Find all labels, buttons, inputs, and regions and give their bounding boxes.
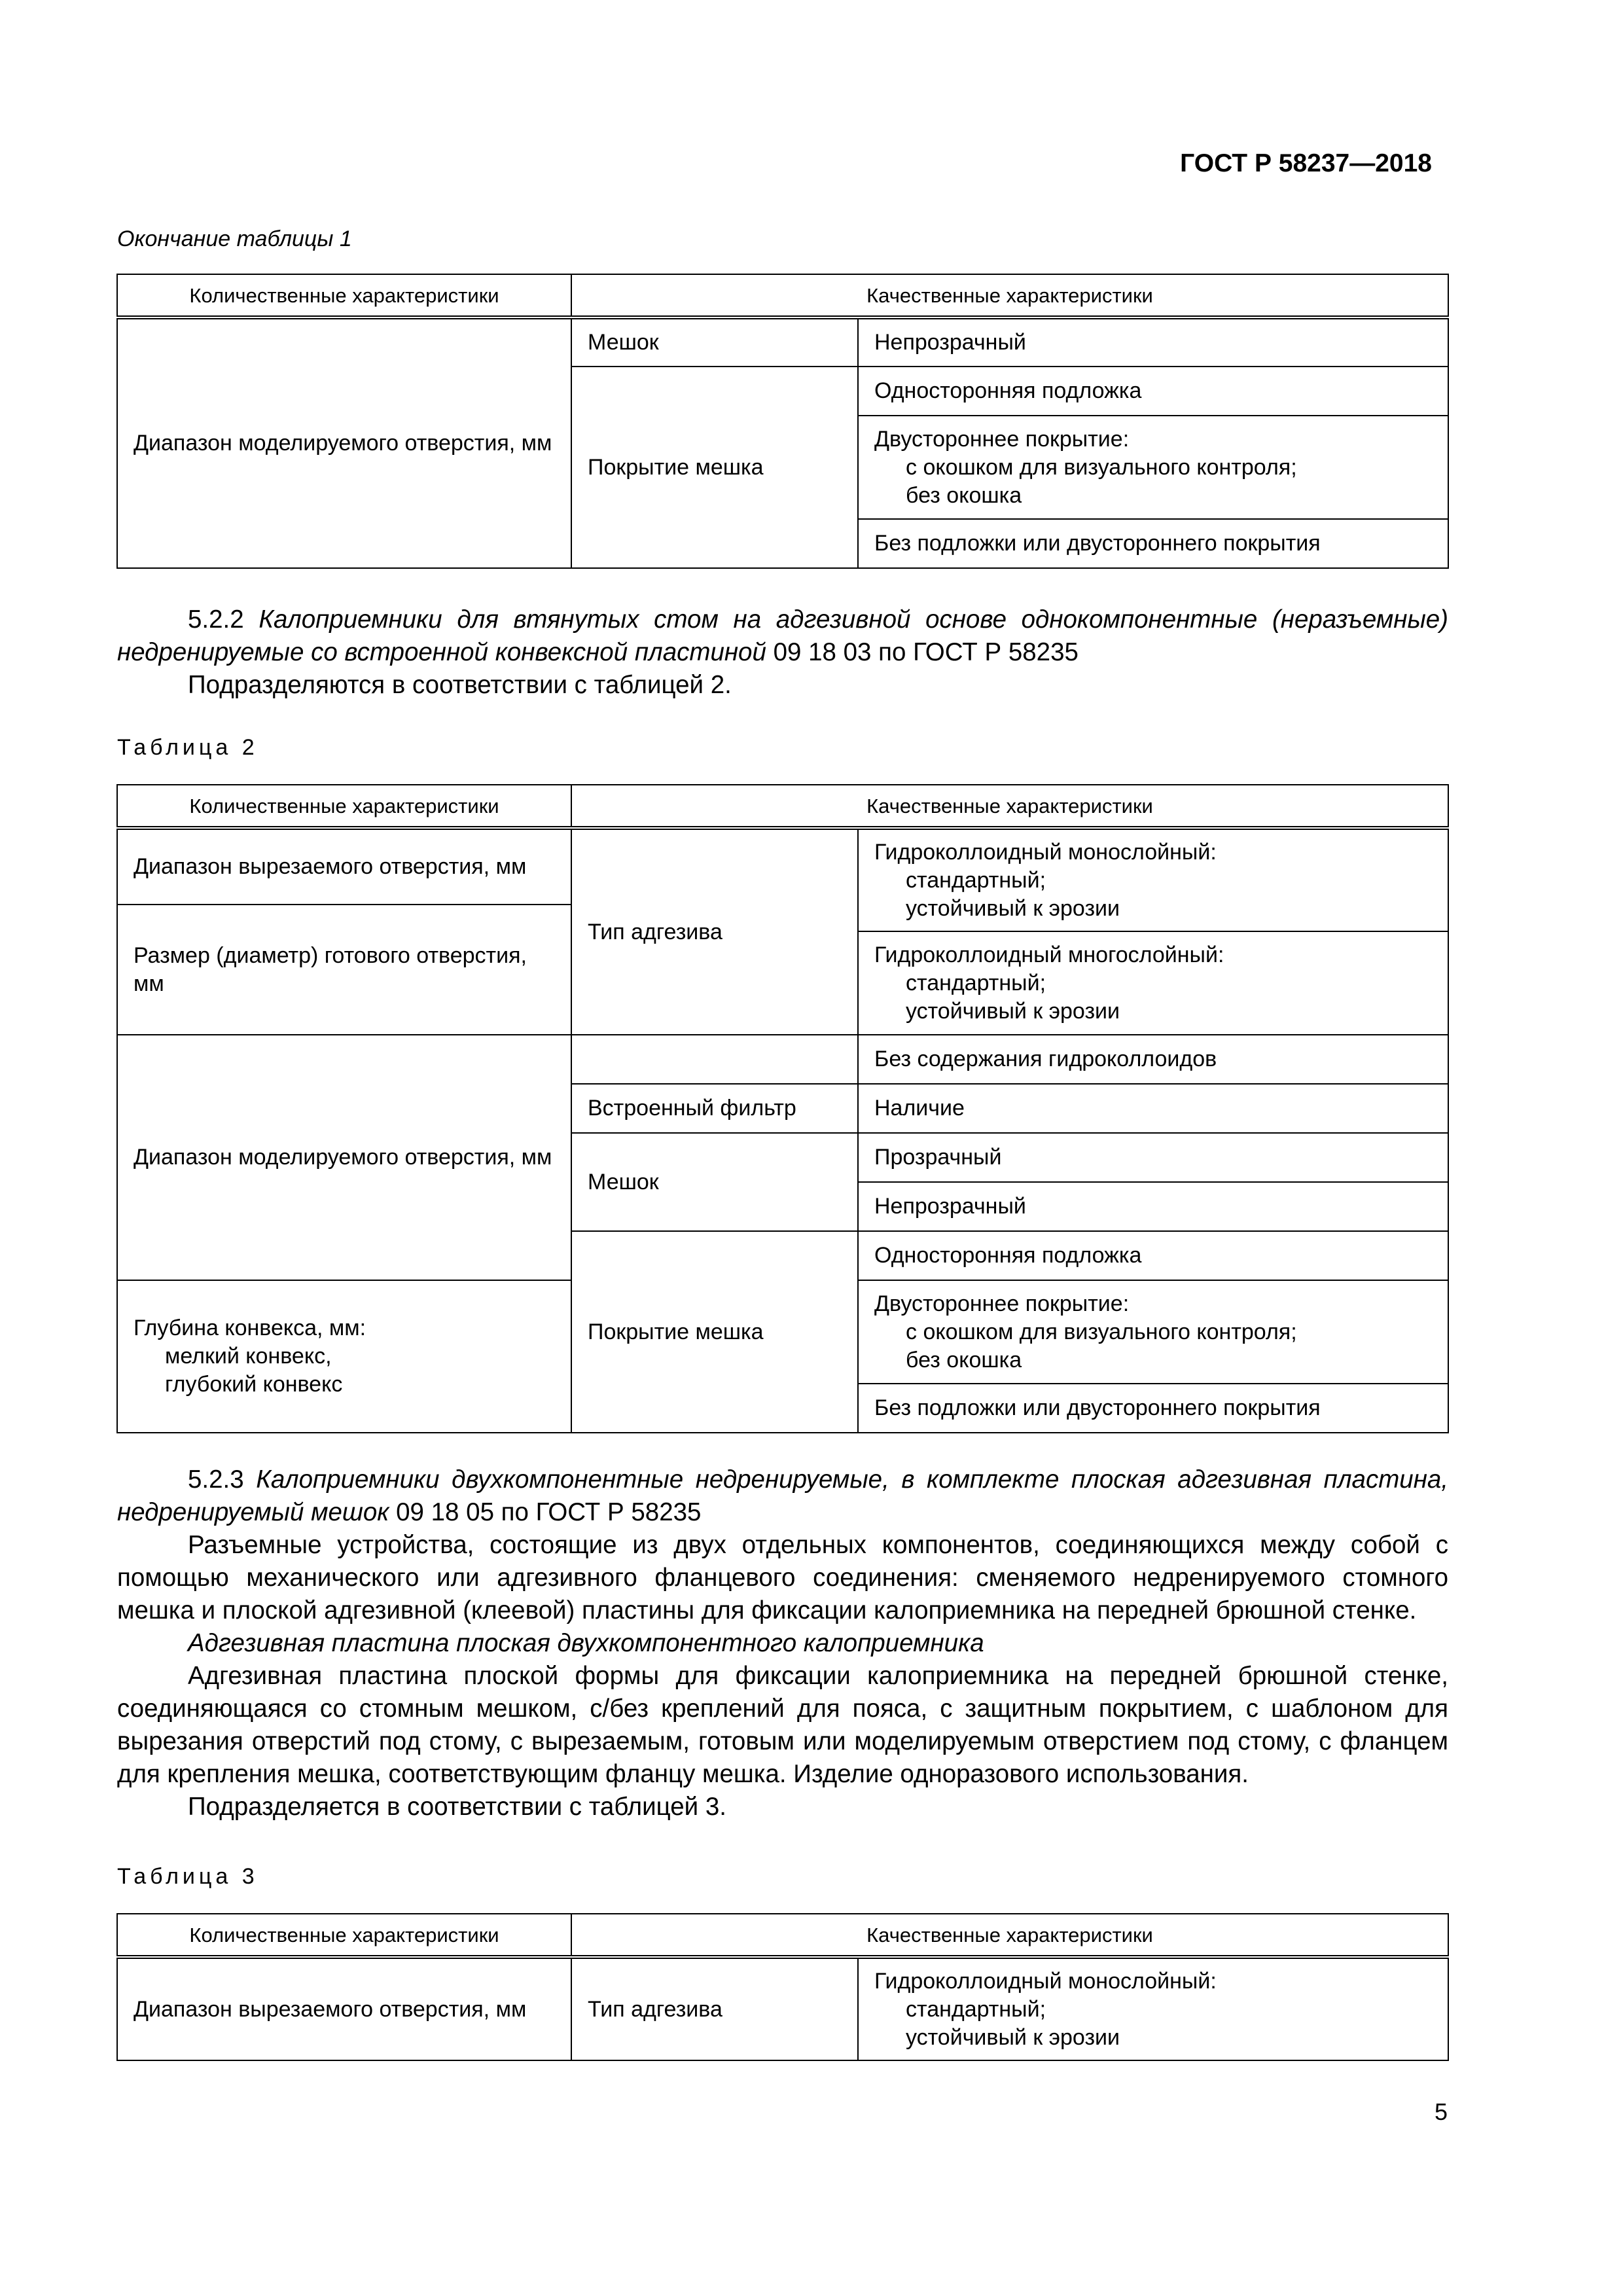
section-523-p3: Подразделяется в соответствии с таблицей 3. [188,1793,726,1821]
section-5-2-2 [117,603,1448,702]
mono-title: Гидроколлоидный монослойный: [874,1968,1217,1994]
section-523-title: Калоприемники двухкомпонентные недренируемые, в комплекте плоская адгезивная пластина, недренируемый мешок [117,1465,1448,1526]
group-bag: Мешок [571,317,858,367]
section-523-subtitle: Адгезивная пластина плоская двухкомпонентного калоприемника [188,1629,984,1657]
value-opaque: Непрозрачный [858,1182,1448,1231]
section-523-number: 5.2.3 [188,1465,244,1494]
quant-convex-depth [117,1280,571,1433]
mono-opt-b: устойчивый к эрозии [906,895,1120,921]
multi-opt-b: устойчивый к эрозии [906,998,1120,1024]
group-adhesive-cont [571,1035,858,1084]
section-523-p1: Разъемные устройства, состоящие из двух отдельных компонентов, соединяющихся между собой с помощью механического или адгезивного фланцевого соединения: сменяемого недренируемого стомного мешка и плоской адгезивной (клеевой) пластины для фиксации калоприемника на передней брюшной стенке. [117,1531,1448,1624]
value-transparent: Прозрачный [858,1133,1448,1182]
quant-cut-range: Диапазон вырезаемого отверстия, мм [117,1957,571,2060]
section-523-p2: Адгезивная пластина плоской формы для фиксации калоприемника на передней брюшной стенке, соединяющаяся со стомным мешком, с/без креплений для пояса, с защитным покрытием, с шаблоном для вырезания отверстий под стому, с вырезаемым, готовым или моделируемым отверстием под стому, с фланцем для крепления мешка, соответствующим фланцу мешка. Изделие одноразового использования. [117,1662,1448,1788]
mono-title: Гидроколлоидный монослойный: [874,839,1217,865]
value-no-hydrocolloid: Без содержания гидроколлоидов [858,1035,1448,1084]
table-2 [116,784,1449,1433]
convex-opt-a: мелкий конвекс, [165,1344,332,1369]
section-522-text: Подразделяются в соответствии с таблицей 2. [188,671,732,699]
section-522-title: Калоприемники для втянутых стом на адгезивной основе однокомпонентные (неразъемные) недренируемые со встроенной конвексной пластиной [117,605,1449,666]
mono-opt-b: устойчивый к эрозии [906,2024,1120,2050]
col-header-qual: Качественные характеристики [571,274,1448,317]
col-header-quant: Количественные характеристики [117,785,571,828]
value-no-cover: Без подложки или двустороннего покрытия [858,1384,1448,1433]
section-522-ref: 09 18 03 по ГОСТ Р 58235 [766,638,1079,666]
section-522-number: 5.2.2 [188,605,244,634]
mono-opt-a: стандартный; [906,1996,1046,2022]
quant-cut-range: Диапазон вырезаемого отверстия, мм [117,828,571,905]
table1-continuation-label: Окончание таблицы 1 [117,226,352,251]
group-bag-cover: Покрытие мешка [571,367,858,568]
group-bag-cover: Покрытие мешка [571,1231,858,1433]
quant-ready-size: Размер (диаметр) готового отверстия, мм [117,905,571,1035]
two-sided-opt-a: с окошком для визуального контроля; [906,454,1297,480]
group-adhesive-type: Тип адгезива [571,828,858,1035]
two-sided-opt-b: без окошка [906,482,1022,508]
value-two-sided [858,1280,1448,1384]
convex-title: Глубина конвекса, мм: [134,1316,366,1340]
value-two-sided [858,416,1448,519]
value-one-sided: Односторонняя подложка [858,367,1448,416]
two-sided-opt-b: без окошка [906,1347,1022,1372]
two-sided-opt-a: с окошком для визуального контроля; [906,1319,1297,1344]
multi-title: Гидроколлоидный многослойный: [874,942,1224,967]
col-header-quant: Количественные характеристики [117,274,571,317]
two-sided-title: Двустороннее покрытие: [874,1291,1130,1316]
table3-caption: Таблица 3 [117,1864,259,1889]
group-adhesive-type: Тип адгезива [571,1957,858,2060]
value-hydrocolloid-mono [858,828,1448,931]
value-hydrocolloid-multi [858,931,1448,1035]
section-523-ref: 09 18 05 по ГОСТ Р 58235 [389,1498,702,1526]
value-opaque: Непрозрачный [858,317,1448,367]
page-number: 5 [1434,2098,1448,2125]
quant-model-range: Диапазон моделируемого отверстия, мм [117,1035,571,1280]
section-5-2-3 [117,1463,1448,1823]
convex-opt-b: глубокий конвекс [165,1372,343,1397]
quant-cell: Диапазон моделируемого отверстия, мм [117,317,571,568]
table-3 [116,1913,1449,2061]
col-header-quant: Количественные характеристики [117,1914,571,1957]
value-no-cover: Без подложки или двустороннего покрытия [858,519,1448,568]
two-sided-title: Двустороннее покрытие: [874,426,1130,452]
value-present: Наличие [858,1084,1448,1133]
value-hydrocolloid-mono [858,1957,1448,2060]
document-code: ГОСТ Р 58237—2018 [1180,149,1432,177]
col-header-qual: Качественные характеристики [571,785,1448,828]
multi-opt-a: стандартный; [906,970,1046,996]
table-1 [116,274,1449,569]
table2-caption: Таблица 2 [117,735,259,760]
mono-opt-a: стандартный; [906,867,1046,893]
group-filter: Встроенный фильтр [571,1084,858,1133]
col-header-qual: Качественные характеристики [571,1914,1448,1957]
value-one-sided: Односторонняя подложка [858,1231,1448,1280]
group-bag: Мешок [571,1133,858,1231]
